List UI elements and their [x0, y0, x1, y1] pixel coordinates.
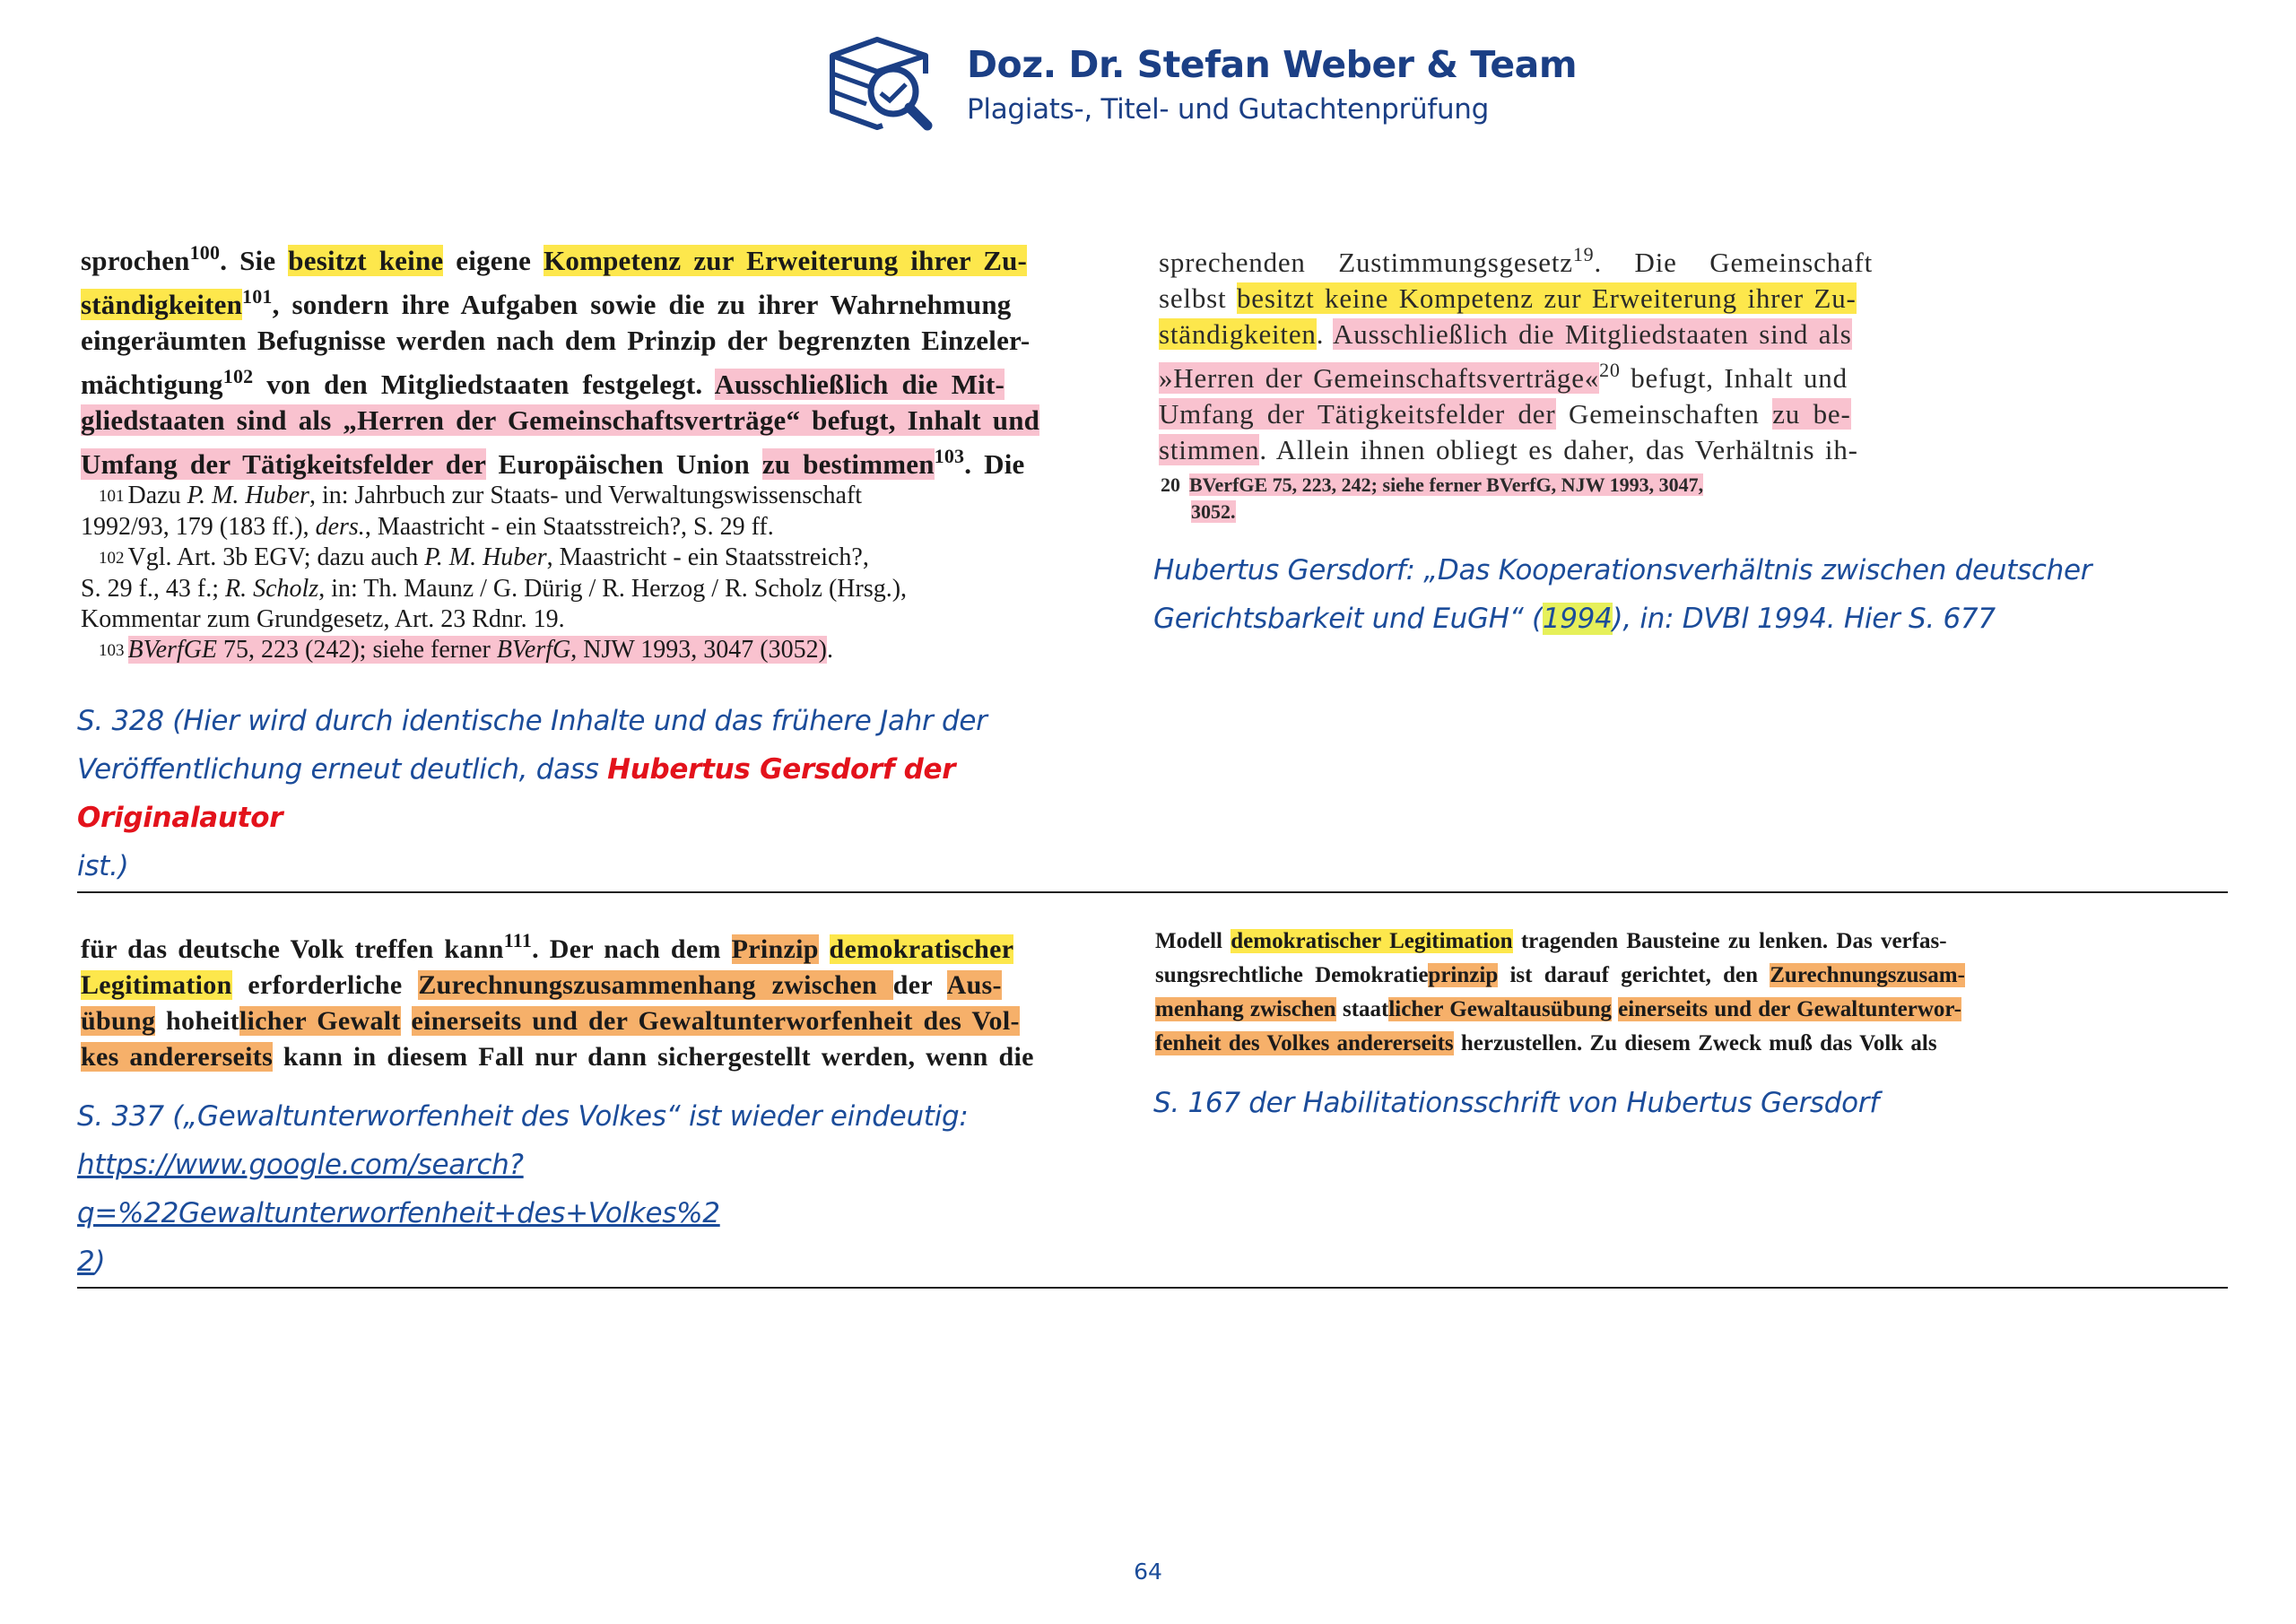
scan-excerpt-s328 [81, 235, 1039, 482]
highlight-yellow: besitzt keine [288, 245, 444, 276]
text-run: , Maastricht - ein Staatsstreich?, [546, 543, 869, 571]
highlight-pink: Umfang der Tätigkeitsfelder der [81, 448, 486, 480]
text-line [1159, 237, 1873, 281]
text-run: erforderliche [231, 970, 419, 1000]
highlight-yellow: demokratischer Legitimation [1231, 929, 1513, 953]
caption-text: ) [94, 1246, 106, 1278]
highlight-orange: licher Gewalt [1388, 997, 1518, 1021]
text-line [81, 235, 1039, 279]
caption-line [77, 1238, 1135, 1286]
highlight-pink: zu bestimmen [761, 448, 935, 480]
footnote-line [99, 543, 907, 574]
footnote-ref: 102 [222, 365, 254, 387]
highlight-yellow: demokratischer [829, 934, 1014, 964]
text-run: selbst [1159, 282, 1237, 314]
text-run [401, 1006, 412, 1036]
scan-footnotes-s328 [81, 481, 908, 666]
scan-excerpt-s337 [81, 923, 1034, 1075]
highlight-yellow: ständigkeiten [1159, 318, 1317, 350]
highlight-yellow: besitzt keine Kompetenz zur Erweiterung ihrer Zu- [1236, 282, 1857, 314]
text-run: tragenden Bausteine zu lenken. Das verfas- [1512, 929, 1947, 953]
highlight-orange: einerseits und der Gewaltunterwor- [1618, 997, 1961, 1021]
highlight-orange: menhang zwischen [1155, 997, 1336, 1021]
text-run: . Allein ihnen obliegt es daher, das Verhältnis ih- [1259, 434, 1858, 465]
text-line [81, 968, 1034, 1003]
highlight-orange: Aus- [946, 970, 1002, 1000]
text-run [819, 934, 830, 964]
text-run: 1992/93, 179 (183 ff.), [81, 513, 316, 541]
text-run: . [826, 636, 833, 664]
text-run: Modell [1155, 929, 1231, 953]
highlight-orange: Zurechnungszusam- [1770, 963, 1965, 987]
caption-line: S. 328 (Hier wird durch identische Inhalte und das frühere Jahr der [77, 705, 987, 737]
text-run: hoheit [155, 1006, 239, 1036]
highlight-yellow: Legitimation [81, 970, 232, 1000]
text-run: eigene [443, 245, 544, 276]
footnote-line [1161, 472, 1703, 499]
footnote-ref: 103 [934, 445, 965, 467]
highlight-pink: Ausschließlich die Mit- [714, 369, 1005, 400]
author-name: R. Scholz [225, 575, 319, 603]
footnote-ref: 101 [242, 285, 273, 308]
footnote-number: 20 [1161, 473, 1180, 496]
footnote-line [81, 512, 907, 543]
text-run: , in: Th. Maunz / G. Dürig / R. Herzog / R. Scholz (Hrsg.), [318, 575, 908, 603]
footnote-ref: 100 [189, 241, 221, 264]
highlight-orange: Prinzip [731, 934, 819, 964]
footnote-line: Kommentar zum Grundgesetz, Art. 23 Rdnr. 19. [81, 605, 565, 633]
text-line [81, 279, 1039, 323]
highlight-yellow: Kompetenz zur Erweiterung ihrer Zu- [544, 245, 1028, 276]
highlight-orange: kes andererseits [81, 1042, 274, 1072]
text-run: . Sie [220, 245, 289, 276]
text-line [1159, 281, 1873, 317]
text-run: Vgl. Art. 3b EGV; dazu auch [127, 543, 425, 571]
text-run: der [892, 970, 947, 1000]
text-line [1159, 432, 1873, 468]
caption-line: ist.) [77, 850, 129, 882]
text-run: . Die [964, 448, 1025, 480]
text-run: . Die Gemeinschaft [1594, 247, 1874, 278]
caption-line: Hubertus Gersdorf: „Das Kooperationsverhältnis zwischen deutscher [1153, 554, 2092, 586]
google-search-link[interactable]: https://www.google.com/search?q=%22Gewaltunterworfenheit+des+Volkes%2 [77, 1149, 720, 1229]
footnote-ref: 111 [503, 929, 533, 951]
text-run: herzustellen. Zu diesem Zweck muß das Volk als [1453, 1031, 1937, 1055]
caption-line [77, 745, 1118, 842]
scan-excerpt-s677 [1159, 237, 1873, 468]
highlight-pink: gliedstaaten sind als „Herren der Gemeinschaftsverträge“ befugt, Inhalt und [81, 404, 1040, 436]
caption-s337 [77, 1092, 1135, 1286]
text-line [1159, 396, 1873, 432]
text-run: , NJW 1993, 3047 (3052) [570, 636, 827, 664]
highlight-pink [128, 636, 827, 664]
text-run: sprechenden Zustimmungsgesetz [1159, 247, 1573, 278]
section-divider [77, 891, 2228, 893]
text-line [81, 1039, 1034, 1075]
brand-title: Doz. Dr. Stefan Weber & Team [967, 43, 1578, 86]
text-run: Europäischen Union [485, 448, 762, 480]
footnote-line [1191, 499, 1703, 525]
text-line [1155, 993, 1965, 1027]
text-run: mächtigung [81, 369, 223, 400]
text-line [81, 1003, 1034, 1039]
caption-text: Veröffentlichung erneut deutlich, dass [77, 753, 608, 786]
highlight-yellow: ständigkeiten [81, 289, 243, 320]
highlight-year: 1994 [1542, 603, 1613, 635]
text-run: . Der nach dem [532, 934, 732, 964]
highlight-orange: fenheit des Volkes andererseits [1155, 1031, 1454, 1055]
highlight-pink: zu be- [1772, 398, 1851, 430]
text-line [1155, 1027, 1965, 1061]
page-number: 64 [1134, 1559, 1162, 1585]
text-run: kann in diesem Fall nur dann sichergestellt werden, wenn die [273, 1042, 1034, 1072]
footnote-line [81, 574, 907, 604]
highlight-pink: »Herren der Gemeinschaftsverträge« [1159, 362, 1600, 394]
caption-s677 [1153, 546, 2230, 643]
court-abbrev: BVerfG [496, 636, 571, 664]
footnote-ref: 19 [1572, 243, 1595, 265]
text-line [81, 439, 1039, 482]
court-abbrev: BVerfGE [127, 636, 218, 664]
footnote-number: 103 [99, 641, 125, 660]
section-divider [77, 1287, 2228, 1289]
scan-footnotes-s677 [1161, 472, 1703, 525]
footnote-ref: 20 [1599, 359, 1621, 381]
google-search-link-continued[interactable]: 2 [77, 1246, 95, 1278]
highlight-orange: Zurechnungszusammenhang zwischen [418, 970, 893, 1000]
text-run: Dazu [127, 482, 187, 509]
brand-subtitle: Plagiats-, Titel- und Gutachtenprüfung [967, 93, 1490, 126]
scan-excerpt-s167 [1155, 925, 1965, 1061]
text-run: von den Mitgliedstaaten festgelegt. [253, 369, 715, 400]
caption-s167 [1153, 1079, 2230, 1127]
author-name: P. M. Huber [424, 543, 547, 571]
text-line [1159, 317, 1873, 352]
footnote-number: 101 [99, 487, 125, 506]
highlight-pink: stimmen [1159, 434, 1260, 465]
caption-line: S. 337 („Gewaltunterworfenheit des Volkes“ ist wieder eindeutig: [77, 1100, 969, 1133]
text-run: , in: Jahrbuch zur Staats- und Verwaltungswissenschaft [309, 482, 863, 509]
text-line [81, 923, 1034, 968]
caption-s328 [77, 697, 1118, 890]
text-line [81, 359, 1039, 403]
text-line: eingeräumten Befugnisse werden nach dem Prinzip der begrenzten Einzeler- [81, 325, 1031, 356]
text-line [81, 403, 1039, 439]
text-line [1159, 352, 1873, 396]
highlight-pink: BVerfGE 75, 223, 242; siehe ferner BVerfG, NJW 1993, 3047, [1189, 473, 1704, 496]
text-run: , Maastricht - ein Staatsstreich?, S. 29 ff. [364, 513, 774, 541]
highlight-pink: 3052. [1191, 500, 1236, 523]
highlight-orange: einerseits und der Gewaltunterworfenheit des Vol- [411, 1006, 1020, 1036]
text-line [1155, 925, 1965, 959]
footnote-line [99, 481, 907, 512]
highlight-orange: ausübung [1518, 997, 1612, 1021]
text-line [1155, 959, 1965, 993]
text-run: 75, 223 (242); siehe ferner [217, 636, 497, 664]
author-name: ders. [315, 513, 365, 541]
text-run: , sondern ihre Aufgaben sowie die zu ihrer Wahrnehmung [272, 289, 1012, 320]
emphasis-original-author: Hubertus Gersdorf der Originalautor [77, 753, 956, 834]
highlight-orange: übung [81, 1006, 156, 1036]
text-run: befugt, Inhalt und [1620, 362, 1848, 394]
text-run: ist darauf gerichtet, den [1498, 963, 1770, 987]
page-header [825, 34, 1578, 133]
text-run: sungsrechtliche Demokratie [1155, 963, 1429, 987]
footnote-line [99, 635, 907, 666]
highlight-pink: Umfang der Tätigkeitsfelder der [1159, 398, 1556, 430]
text-run: staat [1335, 997, 1389, 1021]
text-run: . [1316, 318, 1334, 350]
book-stack-magnifier-icon [825, 34, 937, 133]
text-run: Gemeinschaften [1555, 398, 1773, 430]
caption-text: ), in: DVBl 1994. Hier S. 677 [1612, 603, 1996, 635]
text-run: S. 29 f., 43 f.; [81, 575, 225, 603]
caption-line [77, 1141, 1135, 1238]
caption-line [1153, 595, 2230, 643]
caption-line: S. 167 der Habilitationsschrift von Hubertus Gersdorf [1153, 1087, 1879, 1119]
highlight-pink: Ausschließlich die Mitgliedstaaten sind als [1333, 318, 1852, 350]
highlight-orange: licher Gewalt [239, 1006, 401, 1036]
text-run: für das deutsche Volk treffen kann [81, 934, 504, 964]
author-name: P. M. Huber [187, 482, 309, 509]
text-run: sprochen [81, 245, 190, 276]
caption-text: Gerichtsbarkeit und EuGH“ ( [1153, 603, 1543, 635]
footnote-number: 102 [99, 549, 125, 568]
highlight-orange: prinzip [1428, 963, 1499, 987]
